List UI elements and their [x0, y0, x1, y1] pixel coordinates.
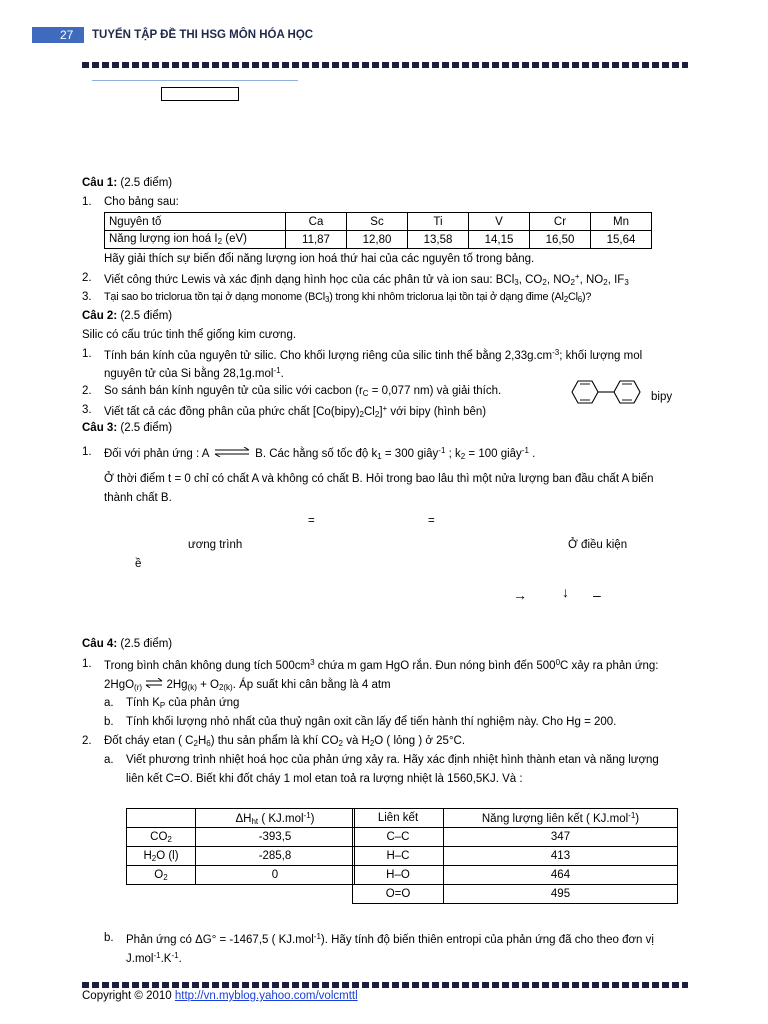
- text: Viết tất cả các đồng phân của phức chất [Co(bipy): [104, 406, 360, 418]
- text: O: [154, 868, 164, 881]
- table-row: [127, 809, 355, 828]
- document-title: TUYỂN TẬP ĐỀ THI HSG MÔN HÓA HỌC: [92, 29, 314, 41]
- superscript: 3: [310, 658, 315, 667]
- text: So sánh bán kính nguyên tử của silic với cacbon (r: [104, 385, 363, 397]
- table-row: [127, 828, 355, 847]
- q3-heading: [82, 422, 172, 434]
- table-cell: -393,5: [196, 828, 355, 847]
- text: .K: [160, 953, 172, 965]
- q4-i1-num: 1.: [82, 658, 92, 670]
- q4-b2-line2: [126, 951, 182, 965]
- subscript: 2: [460, 452, 466, 461]
- q1-i3-text: Tại sao bo triclorua tồn tại ở dạng monome (BCl$_3$) trong khi nhôm triclorua lại tồn tại ở dạng đime $(Al_2Cl_6)$?: [104, 291, 592, 304]
- text: .: [528, 448, 536, 460]
- table-cell: Liên kết: [353, 809, 444, 828]
- superscript: -1: [438, 446, 446, 455]
- subscript: (k): [187, 683, 197, 692]
- q3-points: (2.5 điểm): [120, 422, 173, 434]
- q1-heading: [82, 177, 172, 189]
- header-divider: [82, 62, 688, 68]
- superscript: +: [574, 272, 580, 281]
- q2-i3-num: 3.: [82, 404, 92, 416]
- table-cell: [196, 809, 355, 828]
- table-row: [105, 231, 652, 249]
- table-cell: 15,64: [591, 231, 652, 249]
- superscript: -1: [628, 811, 636, 820]
- thin-rule: [92, 80, 298, 81]
- subscript: 2: [570, 278, 575, 287]
- footer: [82, 990, 358, 1002]
- table-cell: 16,50: [530, 231, 591, 249]
- table-cell: Nguyên tố: [105, 213, 286, 231]
- equilibrium-arrow-icon: [212, 447, 252, 457]
- text: ; k: [445, 448, 461, 460]
- text: . Áp suất khi cân bằng là 4 atm: [232, 679, 391, 691]
- text: Cl: [363, 406, 375, 418]
- table-row: [353, 866, 678, 885]
- text: Đốt cháy etan ( C: [104, 735, 194, 747]
- text: , IF: [607, 274, 625, 286]
- subscript: 2: [167, 834, 172, 844]
- text: với bipy (hình bên): [387, 406, 487, 418]
- text: của phản ứng: [165, 697, 240, 709]
- superscript: -3: [552, 348, 560, 357]
- fragment-text: ương trình: [188, 539, 243, 551]
- q2-label: Câu 2:: [82, 310, 118, 322]
- superscript: +: [382, 404, 388, 413]
- text: H: [143, 849, 152, 862]
- subscript: 3: [514, 278, 519, 287]
- subscript: 2: [542, 278, 547, 287]
- q3-para1: Ở thời điểm t = 0 chỉ có chất A và không có chất B. Hỏi trong bao lâu thì một nửa lượng ban đầu chất A biến: [104, 473, 654, 485]
- subscript: 2: [359, 410, 364, 419]
- q4-i1-line1: [104, 658, 659, 672]
- q1-i1-text: Cho bảng sau:: [104, 196, 179, 208]
- text: = 0,077 nm) và giải thích.: [368, 385, 502, 397]
- table-cell: H–O: [353, 866, 444, 885]
- subscript: (r): [134, 683, 143, 692]
- table-cell: V: [469, 213, 530, 231]
- subscript: 2: [563, 295, 568, 304]
- q4-b2-line1: [126, 932, 654, 946]
- page-number: 27: [32, 27, 84, 43]
- q1-label: Câu 1:: [82, 177, 118, 189]
- table-cell: 0: [196, 866, 355, 885]
- subscript: ht: [251, 816, 259, 826]
- text: , NO: [546, 274, 571, 286]
- text: Tính K: [126, 697, 160, 709]
- text: ): [310, 812, 315, 825]
- text: Trong bình chân không dung tích 500cm: [104, 660, 311, 672]
- q4-a2-line2: liên kết C=O. Biết khi đốt cháy 1 mol etan toả ra lượng nhiệt là 1560,5KJ. Và :: [126, 773, 523, 785]
- text: 2HgO: [104, 679, 135, 691]
- text: Tính bán kính của nguyên tử silic. Cho khối lượng riêng của silic tinh thể bằng 2,33g.cm: [104, 350, 553, 362]
- q3-label: Câu 3:: [82, 422, 118, 434]
- text: ; khối lượng mol: [559, 350, 643, 362]
- subscript: P: [159, 701, 166, 710]
- blog-link[interactable]: http://vn.myblog.yahoo.com/volcmttl: [174, 990, 358, 1002]
- text: B. Các hằng số tốc độ k: [251, 448, 378, 460]
- table-cell: 413: [444, 847, 678, 866]
- table-cell: 13,58: [408, 231, 469, 249]
- q2-intro: Silic có cấu trúc tinh thể giống kim cương.: [82, 329, 297, 341]
- q3-i1-text: [104, 446, 535, 461]
- q4-b2-num: b.: [104, 932, 114, 944]
- enthalpy-table: [126, 808, 355, 885]
- text: .: [280, 368, 284, 380]
- subscript: 2: [163, 872, 168, 882]
- text: ). Hãy tính độ biến thiên entropi của phản ứng đã cho theo đơn vị: [320, 934, 654, 946]
- q2-i3-text: [104, 404, 486, 419]
- q4-a2-num: a.: [104, 754, 114, 766]
- q2-i1-num: 1.: [82, 348, 92, 360]
- table-cell: 11,87: [286, 231, 347, 249]
- table-cell: C–C: [353, 828, 444, 847]
- equilibrium-arrow-icon: [145, 678, 163, 688]
- superscript: -1: [313, 932, 321, 941]
- fragment-equals: =: [308, 515, 315, 527]
- table-cell: Ca: [286, 213, 347, 231]
- text: chứa m gam HgO rắn. Đun nóng bình đến 500: [314, 660, 556, 672]
- text: và H: [343, 735, 370, 747]
- text: Tại sao bo triclorua tồn tại ở dạng monome (BCl: [104, 291, 325, 303]
- q4-i2-num: 2.: [82, 735, 92, 747]
- table-cell: Sc: [347, 213, 408, 231]
- q2-i2-text: [104, 385, 501, 398]
- q2-i2-num: 2.: [82, 385, 92, 397]
- superscript: -1: [171, 951, 179, 960]
- text: , CO: [518, 274, 543, 286]
- text: H: [197, 735, 207, 747]
- q2-points: (2.5 điểm): [120, 310, 173, 322]
- q4-heading: [82, 638, 172, 650]
- table-cell: H–C: [353, 847, 444, 866]
- fragment-text: ề: [135, 558, 142, 570]
- subscript: 1: [377, 452, 382, 461]
- fragment-equals: =: [428, 515, 435, 527]
- text: ]: [379, 406, 383, 418]
- q4-label: Câu 4:: [82, 638, 118, 650]
- table-row: [127, 847, 355, 866]
- q1-i2-text: [104, 272, 629, 287]
- text: J.mol: [126, 953, 154, 965]
- empty-box: [161, 87, 239, 101]
- subscript: 3: [324, 295, 330, 304]
- superscript: -1: [521, 446, 529, 455]
- subscript: 2: [374, 410, 380, 419]
- q4-b-num: b.: [104, 716, 114, 728]
- table-cell: [127, 809, 196, 828]
- q1-i1-num: 1.: [82, 196, 92, 208]
- subscript: 2: [603, 278, 608, 287]
- q1-explain: Hãy giải thích sự biến đổi năng lượng ion hoá thứ hai của các nguyên tố trong bảng.: [104, 253, 535, 265]
- subscript: 2: [217, 237, 223, 246]
- table-cell: 464: [444, 866, 678, 885]
- subscript: 6: [577, 295, 583, 304]
- text: )?: [582, 291, 592, 303]
- fragment-arrow: →: [513, 587, 527, 603]
- superscript: -1: [303, 810, 311, 820]
- subscript: 6: [206, 739, 211, 748]
- table-row: [353, 847, 678, 866]
- text: Phản ứng có ΔG° = -1467,5 ( KJ.mol: [126, 934, 314, 946]
- text: .: [178, 953, 182, 965]
- table-cell: Ti: [408, 213, 469, 231]
- q4-i2-text: [104, 735, 465, 748]
- table-row: [105, 213, 652, 231]
- text: Viết công thức Lewis và xác định dạng hình học của các phân tử và ion sau: BCl: [104, 274, 515, 286]
- text: ( KJ.mol: [258, 812, 304, 825]
- table-cell: 347: [444, 828, 678, 847]
- subscript: 2(k): [218, 683, 233, 692]
- text: O (l): [156, 849, 179, 862]
- table-cell: [127, 866, 196, 885]
- footer-divider: [82, 982, 688, 988]
- text: O ( lỏng ) ở 25°C.: [374, 735, 466, 747]
- row-label: Năng lượng ion hoá I: [109, 233, 218, 245]
- q4-a2-line1: Viết phương trình nhiệt hoá học của phản ứng xảy ra. Hãy xác định nhiệt hình thành etan và năng lượng: [126, 754, 659, 766]
- q3-para2: thành chất B.: [104, 492, 172, 504]
- text: CO: [150, 830, 168, 843]
- text: ): [635, 813, 640, 825]
- table-row: [353, 809, 678, 828]
- text: + O: [196, 679, 219, 691]
- text: 2Hg: [163, 679, 188, 691]
- q3-i1-num: 1.: [82, 446, 92, 458]
- row-label-unit: (eV): [222, 233, 247, 245]
- table-cell: Cr: [530, 213, 591, 231]
- q4-a-text: [126, 697, 239, 710]
- table-cell: O=O: [353, 885, 444, 904]
- text: = 300 giây: [381, 448, 439, 460]
- text: ΔH: [235, 812, 252, 825]
- q4-a-num: a.: [104, 697, 114, 709]
- subscript: 2: [151, 853, 157, 863]
- superscript: 0: [555, 658, 561, 667]
- q4-b-text: Tính khối lượng nhỏ nhất của thuỷ ngân oxit cần lấy để tiến hành thí nghiệm này. Cho Hg = 200.: [126, 716, 617, 728]
- table-cell: [127, 828, 196, 847]
- text: ) thu sản phẩm là khí CO: [210, 735, 339, 747]
- text: , NO: [579, 274, 604, 286]
- table-cell: [444, 809, 678, 828]
- q1-points: (2.5 điểm): [120, 177, 173, 189]
- text: = 100 giây: [465, 448, 522, 460]
- q2-heading: [82, 310, 172, 322]
- q4-equation: [104, 678, 391, 692]
- subscript: C: [362, 389, 369, 398]
- subscript: 3: [624, 278, 629, 287]
- table-row: [353, 885, 678, 904]
- q4-points: (2.5 điểm): [120, 638, 173, 650]
- q2-i1-line1: [104, 348, 642, 362]
- table-cell: -285,8: [196, 847, 355, 866]
- table-cell: [127, 847, 196, 866]
- fragment-arrow: ↓: [562, 584, 569, 600]
- subscript: 2: [369, 739, 375, 748]
- table-row: [353, 828, 678, 847]
- table-cell: 12,80: [347, 231, 408, 249]
- superscript: -1: [273, 366, 281, 375]
- table-cell: [105, 231, 286, 249]
- table-row: [127, 866, 355, 885]
- copyright-text: Copyright © 2010: [82, 990, 175, 1002]
- text: nguyên tử của Si bằng 28,1g.mol: [104, 368, 274, 380]
- text: C: [567, 291, 576, 303]
- table-cell: 14,15: [469, 231, 530, 249]
- bipy-structure-icon: [566, 375, 656, 409]
- text: ) trong khi nhôm triclorua lại tồn tại ở dạng đime (Al: [329, 291, 564, 303]
- subscript: 2: [193, 739, 198, 748]
- fragment-text: Ở điều kiện: [568, 539, 628, 551]
- table-cell: 495: [444, 885, 678, 904]
- text: Năng lượng liên kết ( KJ.mol: [481, 813, 629, 825]
- fragment-text: –: [593, 587, 601, 603]
- q1-i3-num: 3.: [82, 291, 92, 303]
- text: C xảy ra phản ứng:: [560, 660, 659, 672]
- superscript: -1: [153, 951, 161, 960]
- q1-i2-num: 2.: [82, 272, 92, 284]
- table-cell: Mn: [591, 213, 652, 231]
- text: Đối với phản ứng : A: [104, 448, 209, 460]
- ionization-table: [104, 212, 652, 249]
- bipy-label: bipy: [651, 391, 673, 403]
- bond-energy-table: [352, 808, 678, 904]
- subscript: 2: [338, 739, 343, 748]
- q2-i1-line2: [104, 366, 284, 380]
